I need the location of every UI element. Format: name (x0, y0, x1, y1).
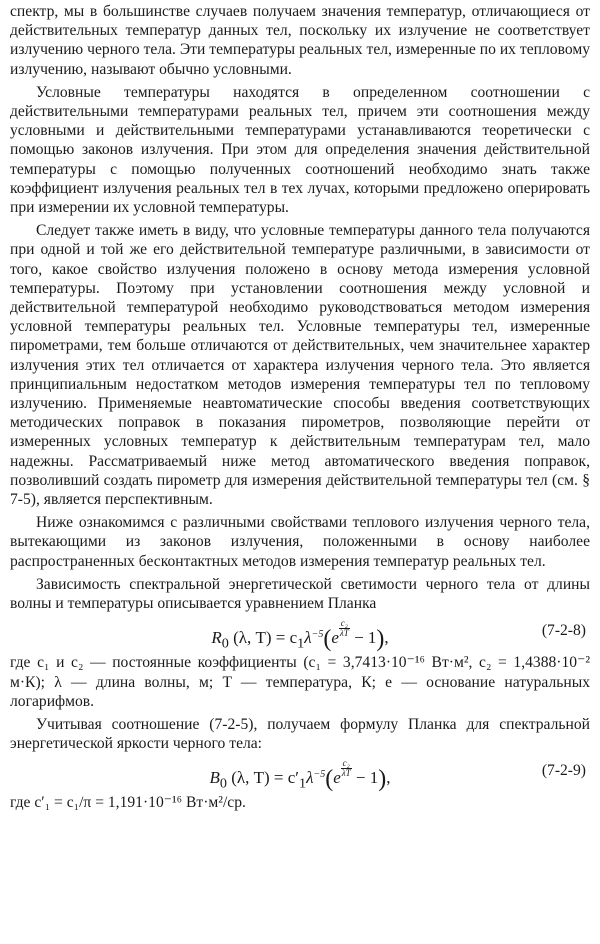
exponent-fraction: $\frac{\text{c₂}}{\lambda T}$ (339, 618, 349, 639)
planck-formula-7-2-8 (10, 613, 590, 653)
paragraph-4: Ниже ознакомимся с различными свойствами теплового излучения черного тела, вытекающими из законов излучения, положенными в основу наиболее распространенных бесконтактных методов измерения температур реальных тел. (10, 514, 590, 570)
paragraph-2: Условные температуры находятся в определенном соотношении с действительными температурами реальных тел, причем эти соотношения между условными и действительными температурами устанавливаются теоретически с помощью законов излучения. При этом для определения значения действительной температуры с помощью полученных соотношений необходимо знать также коэффициент излучения реальных тел в тех лучах, которыми предложено оперировать при измерении их условной температуры. (10, 83, 590, 217)
paragraph-3: Следует также иметь в виду, что условные температуры данного тела получаются при одной и той же его действительной температуре различными, в зависимости от того, какое свойство излучения положено в основу метода измерения условной температуры. Поэтому при установлении соотношения между условной и действительной температурой необходимо руководствоваться методом измерения условной температуры реальных тел. Условные температуры тел, измеренные пирометрами, тем больше отличаются от действительных, чем значительнее характер излучения этих тел отличается от характера излучения черного тела. Это является принципиальным недостатком методов измерения температуры тел по тепловому излучению. Применяемые неавтоматические способы введения соответствующих методических поправок в показания пирометров, позволяющие перейти от измеренных условных температур к действительным температурам тел, мало надежны. Рассматриваемый ниже метод автоматического введения поправок, позволивший создать пирометр для измерения действительной температуры тел (см. § 7-5), является перспективным. (10, 222, 590, 509)
exponent-fraction: $\frac{\text{c₂}}{\lambda T}$ (341, 758, 351, 779)
paragraph-7: Учитывая соотношение (7-2-5), получаем формулу Планка для спектральной энергетической яркости черного тела: (10, 715, 590, 753)
paragraph-5: Зависимость спектральной энергетической светимости черного тела от длины волны и температуры описывается уравнением Планка (10, 575, 590, 613)
paragraph-6: где c₁ и c₂ — постоянные коэффициенты (c₁ = 3,7413·10⁻¹⁶ Вт·м², c₂ = 1,4388·10⁻² м·К); λ — длина волны, м; T — температура, К; e — основание натуральных логарифмов. (10, 654, 590, 710)
planck-formula-7-2-9 (10, 753, 590, 793)
formula-expression: $B_0$ (λ, $T) = c'_1\lambda^{-5}(e$ $\frac{\text{c₂}}{\lambda T}$ − 1), (209, 758, 391, 793)
paragraph-1: спектр, мы в большинстве случаев получаем значения температур, отличающиеся от действительных температур данных тел, поскольку их излучение не соответствует излучению черного тела. Эти температуры реальных тел, измеренные по их тепловому излучению, называют обычно условными. (10, 3, 590, 78)
paragraph-8: где c′₁ = c₁/π = 1,191·10⁻¹⁶ Вт·м²/ср. (10, 794, 246, 812)
equation-number: (7-2-8) (541, 622, 586, 640)
formula-expression: $R_0$ (λ, $T) = c_1\lambda^{-5}(e$ $\frac{\text{c₂}}{\lambda T}$ − 1), (211, 618, 389, 653)
equation-number: (7-2-9) (541, 762, 586, 780)
